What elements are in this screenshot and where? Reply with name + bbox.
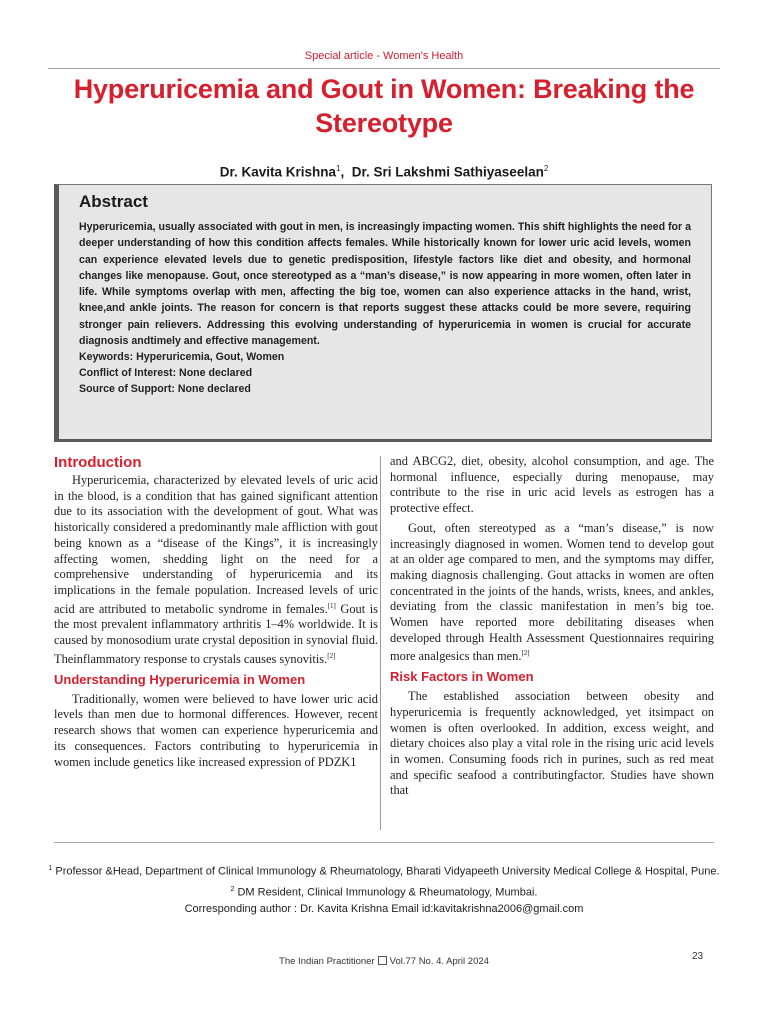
risk-factors-paragraph: The established association between obesity and hyperuricemia is frequently acknowledged, yet itsimpact on women is often overlooked. In addition, excess weight, and dietary choices also play a vital role in the rising uric acid levels in women. Consuming foods rich in purines, such as red meat and specific seafood a contributingfactor. Studies have shown that	[390, 689, 714, 798]
introduction-heading: Introduction	[54, 454, 142, 471]
gout-text: Gout, often stereotyped as a “man’s disease,” is now increasingly diagnosed in women. Women tend to develop gout at an older age compared to men, and the symptoms may differ, making diagnosis challenging. Gout attacks in women are often concentrated in the joints of the hands, wrists, knees, and ankles, deviating from the classic manifestation in men’s big toe. Women have reported more debilitating diseases when developed through Health Assessment Questionnaires requiring more analgesics than men.	[390, 520, 714, 664]
author-2-name: Dr. Sri Lakshmi Sathiyaseelan	[351, 164, 544, 180]
right-column	[390, 454, 714, 799]
affiliation-1-mark: 1	[48, 865, 53, 872]
understanding-paragraph: Traditionally, women were believed to have lower uric acid levels than men due to hormonal differences. However, recent research shows that women can experience hyperuricemia and its consequences. Factors contributing to hyperuricemia in women include genetics like increased expression of PDZK1	[54, 691, 378, 769]
author-line	[0, 164, 768, 180]
abstract-body: Hyperuricemia, usually associated with gout in men, is increasingly impacting women. This shift highlights the need for a deeper understanding of how this condition affects females. While historically known for lower uric acid levels, women can experience elevated levels due to genetic predisposition, lifestyle factors like diet and obesity, and hormonal changes like menopause. Gout, once stereotyped as a “man’s disease,” is now appearing in more women, often later in life. While symptoms overlap with men, affecting the big toe, women can also experience attacks in the hand, wrist, knee,and ankle joints. The reason for concern is that reports suggest these attacks could be more severe, requiring stronger pain relievers. Addressing this evolving understanding of hyperuricemia in women is crucial for accurate diagnosis andtimely and effective management.	[79, 221, 691, 348]
affiliation-1-text: Professor &Head, Department of Clinical Immunology & Rheumatology, Bharati Vidyapeeth University Medical College & Hospital, Pune.	[55, 865, 720, 878]
affiliation-1	[0, 860, 768, 881]
section-tag: Special article - Women's Health	[304, 50, 464, 62]
article-title: Hyperuricemia and Gout in Women: Breaking the Stereotype	[73, 74, 695, 138]
author-1-affiliation-mark: 1	[336, 164, 341, 173]
header-rule	[48, 68, 720, 69]
left-column	[54, 454, 378, 770]
source-of-support: Source of Support: None declared	[79, 383, 251, 396]
journal-footer	[0, 956, 768, 967]
intro-text-2: Gout is the most prevalent inflammatory arthritis 1–4% worldwide. It is caused by monosodium urate crystal deposition in synovial fluid. Theinflammatory response to crystals causes synovitis.	[54, 601, 378, 666]
risk-factors-heading: Risk Factors in Women	[390, 669, 534, 685]
keywords: Keywords: Hyperuricemia, Gout, Women	[79, 351, 285, 364]
journal-issue: Vol.77 No. 4. April 2024	[389, 956, 489, 967]
citation-2b[interactable]: [2]	[521, 649, 530, 658]
continued-paragraph: and ABCG2, diet, obesity, alcohol consumption, and age. The hormonal influence, especially during menopause, may contribute to the rise in uric acid levels as estrogen has a protective effect.	[390, 454, 714, 516]
abstract-heading: Abstract	[79, 192, 148, 211]
abstract-box	[54, 184, 712, 442]
understanding-heading: Understanding Hyperuricemia in Women	[54, 671, 306, 687]
citation-2[interactable]: [2]	[327, 651, 336, 660]
affiliation-2-text: DM Resident, Clinical Immunology & Rheumatology, Mumbai.	[237, 886, 538, 899]
separator-box-icon	[378, 956, 387, 965]
column-divider	[380, 456, 381, 830]
author-separator: ,	[340, 164, 352, 180]
introduction-paragraph	[54, 473, 378, 668]
footnote-rule	[54, 842, 714, 843]
journal-name: The Indian Practitioner	[279, 956, 375, 967]
conflict-of-interest: Conflict of Interest: None declared	[79, 367, 253, 380]
author-2-affiliation-mark: 2	[543, 164, 549, 173]
gout-paragraph	[390, 521, 714, 665]
corresponding-author: Corresponding author : Dr. Kavita Krishna Email id:kavitakrishna2006@gmail.com	[184, 903, 584, 916]
intro-text-1: Hyperuricemia, characterized by elevated levels of uric acid in the blood, is a condition that has gained significant attention due to its association with the development of gout. What was historically considered a predominantly male affliction with gout being known as a “disease of the Kings”, it is increasingly affecting women, shedding light on the need for a comprehensive understanding of hyperuricemia and its implications in the female population. Increased levels of uric acid are attributed to metabolic syndrome in females.	[54, 473, 378, 616]
page-number: 23	[692, 951, 704, 962]
author-1-name: Dr. Kavita Krishna	[219, 164, 337, 180]
affiliation-2	[0, 881, 768, 902]
citation-1[interactable]: [1]	[327, 601, 336, 610]
affiliations	[0, 860, 768, 918]
affiliation-2-mark: 2	[230, 885, 235, 893]
